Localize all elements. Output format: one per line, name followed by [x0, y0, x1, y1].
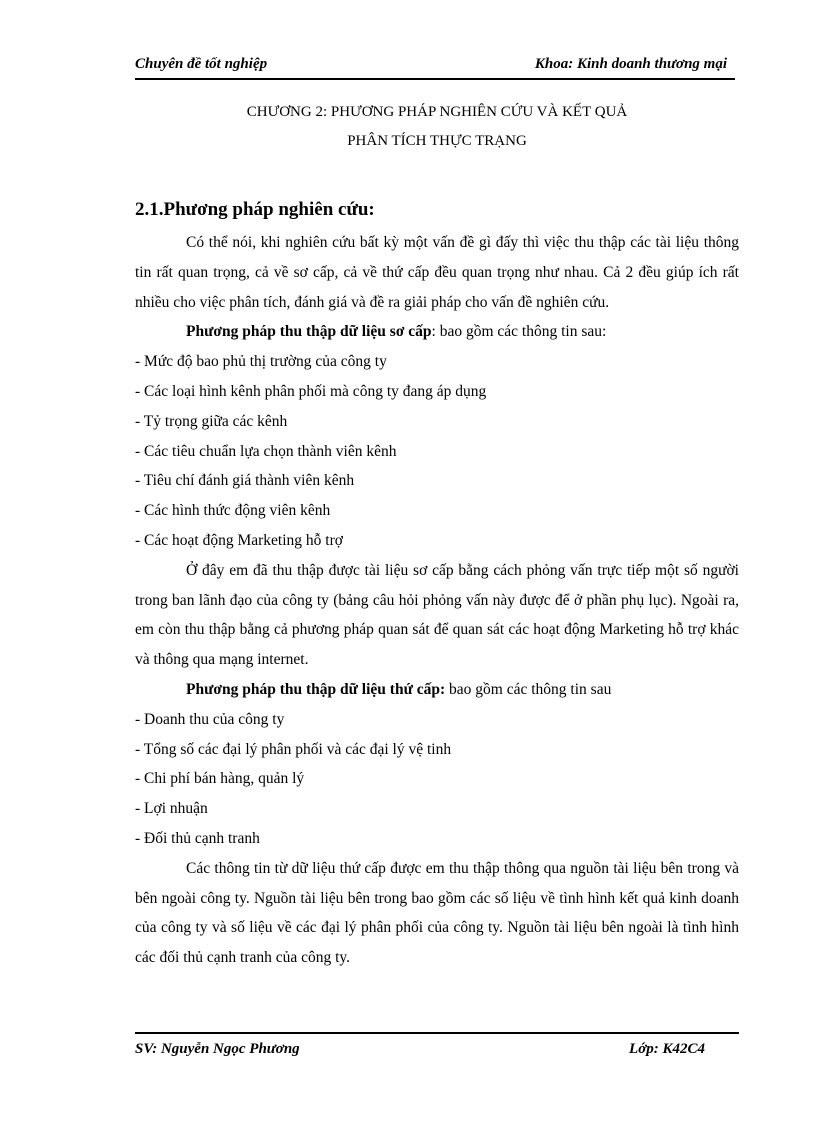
primary-paragraph: Ở đây em đã thu thập được tài liệu sơ cấp bằng cách phỏng vấn trực tiếp một số người trong ban lãnh đạo của công ty (bảng câu hỏi phỏng vấn này được để ở phần phụ lục). Ngoài ra, em còn thu thập bằng cả phương pháp quan sát để quan sát các hoạt động Marketing hỗ trợ khác và thông qua mạng internet. — [135, 561, 739, 669]
secondary-label: Phương pháp thu thập dữ liệu thứ cấp: — [186, 680, 446, 698]
intro-paragraph: Có thể nói, khi nghiên cứu bất kỳ một vấn đề gì đấy thì việc thu thập các tài liệu thông tin rất quan trọng, cả về sơ cấp, cả về thứ cấp đều quan trọng như nhau. Cả 2 đều giúp ích rất nhiều cho việc phân tích, đánh giá và đề ra giải pháp cho vấn đề nghiên cứu. — [135, 234, 739, 311]
footer-class: Lớp: K42C4 — [629, 1041, 705, 1057]
list-item: - Tỷ trọng giữa các kênh — [135, 412, 288, 430]
list-item: - Các hình thức động viên kênh — [135, 502, 331, 520]
secondary-rest: bao gồm các thông tin sau — [445, 680, 612, 698]
primary-heading — [135, 317, 739, 347]
list-item: - Các loại hình kênh phân phối mà công ty đang áp dụng — [135, 382, 487, 400]
list-item: - Mức độ bao phủ thị trường của công ty — [135, 353, 387, 371]
header-left: Chuyên đề tốt nghiệp — [135, 56, 268, 72]
chapter-title-line1: CHƯƠNG 2: PHƯƠNG PHÁP NGHIÊN CỨU VÀ KẾT QUẢ — [246, 104, 628, 120]
list-item: - Lợi nhuận — [135, 800, 208, 818]
page-header — [135, 56, 735, 80]
secondary-paragraph: Các thông tin từ dữ liệu thứ cấp được em thu thập thông qua nguồn tài liệu bên trong và bên ngoài công ty. Nguồn tài liệu bên trong bao gồm các số liệu về tình hình kết quả kinh doanh của công ty và số liệu về các đại lý phân phối của công ty. Nguồn tài liệu bên ngoài là tình hình các đối thủ cạnh tranh của công ty. — [135, 859, 739, 967]
list-item: - Đối thủ cạnh tranh — [135, 829, 260, 847]
list-item: - Chi phí bán hàng, quản lý — [135, 770, 305, 788]
chapter-title-line2: PHÂN TÍCH THỰC TRẠNG — [347, 133, 527, 149]
header-right: Khoa: Kinh doanh thương mại — [534, 56, 727, 72]
footer-student: SV: Nguyễn Ngọc Phương — [135, 1041, 300, 1057]
list-item: - Tiêu chí đánh giá thành viên kênh — [135, 472, 355, 490]
list-item: - Doanh thu của công ty — [135, 710, 285, 728]
list-item: - Các hoạt động Marketing hỗ trợ — [135, 531, 343, 549]
page-footer — [135, 1032, 739, 1060]
secondary-heading — [135, 675, 739, 705]
primary-rest: : bao gồm các thông tin sau: — [431, 323, 607, 341]
primary-label: Phương pháp thu thập dữ liệu sơ cấp — [186, 323, 432, 341]
body-content — [135, 228, 739, 973]
section-title: 2.1.Phương pháp nghiên cứu: — [135, 199, 375, 220]
list-item: - Các tiêu chuẩn lựa chọn thành viên kênh — [135, 442, 397, 460]
list-item: - Tổng số các đại lý phân phối và các đại lý vệ tinh — [135, 740, 452, 758]
